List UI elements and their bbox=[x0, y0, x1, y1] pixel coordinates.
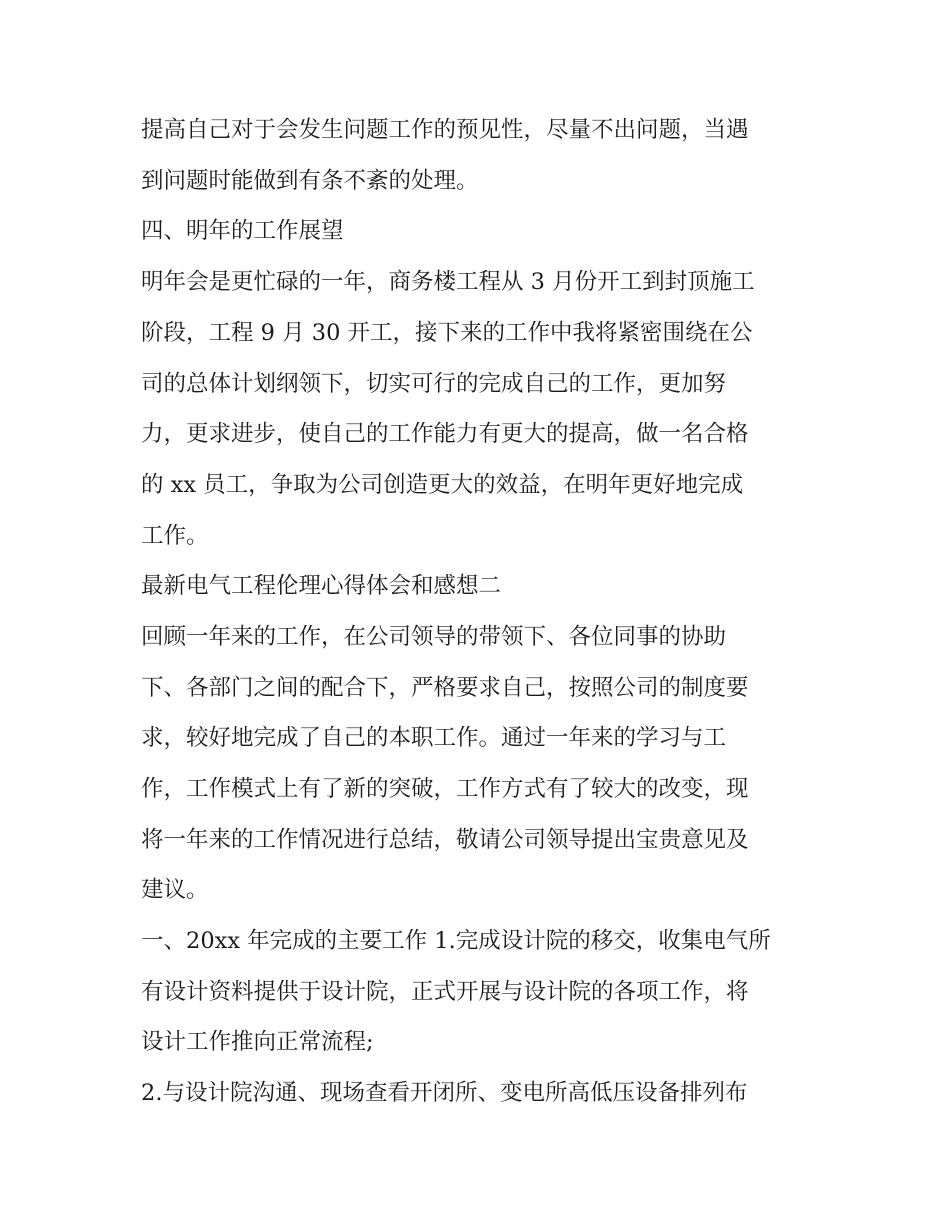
text-line: 设计工作推向正常流程; bbox=[141, 1029, 374, 1055]
text-line: 的 xx 员工，争取为公司创造更大的效益，在明年更好地完成 bbox=[141, 472, 744, 498]
text-line: 将一年来的工作情况进行总结，敬请公司领导提出宝贵意见及 bbox=[141, 827, 749, 853]
text-line: 下、各部门之间的配合下，严格要求自己，按照公司的制度要 bbox=[141, 675, 749, 701]
text-line: 到问题时能做到有条不紊的处理。 bbox=[141, 168, 479, 194]
text-line: 阶段，工程 9 月 30 开工，接下来的工作中我将紧密围绕在公 bbox=[141, 320, 753, 346]
text-line: 作，工作模式上有了新的突破，工作方式有了较大的改变，现 bbox=[141, 776, 749, 802]
section-heading: 一、20xx 年完成的主要工作 1.完成设计院的移交，收集电气所 bbox=[141, 928, 771, 954]
section-heading: 四、明年的工作展望 bbox=[141, 218, 344, 244]
text-line: 明年会是更忙碌的一年，商务楼工程从 3 月份开工到封顶施工 bbox=[141, 269, 755, 295]
article-title: 最新电气工程伦理心得体会和感想二 bbox=[141, 573, 502, 599]
text-line: 力，更求进步，使自己的工作能力有更大的提高，做一名合格 bbox=[141, 421, 749, 447]
text-line: 求，较好地完成了自己的本职工作。通过一年来的学习与工 bbox=[141, 725, 727, 751]
text-line: 建议。 bbox=[141, 877, 209, 903]
text-line: 有设计资料提供于设计院，正式开展与设计院的各项工作，将 bbox=[141, 979, 749, 1005]
text-line: 回顾一年来的工作，在公司领导的带领下、各位同事的协助 bbox=[141, 624, 727, 650]
text-line: 工作。 bbox=[141, 523, 209, 549]
text-line: 提高自己对于会发生问题工作的预见性，尽量不出问题，当遇 bbox=[141, 117, 749, 143]
text-line: 2.与设计院沟通、现场查看开闭所、变电所高低压设备排列布 bbox=[141, 1080, 748, 1106]
text-line: 司的总体计划纲领下，切实可行的完成自己的工作，更加努 bbox=[141, 371, 727, 397]
